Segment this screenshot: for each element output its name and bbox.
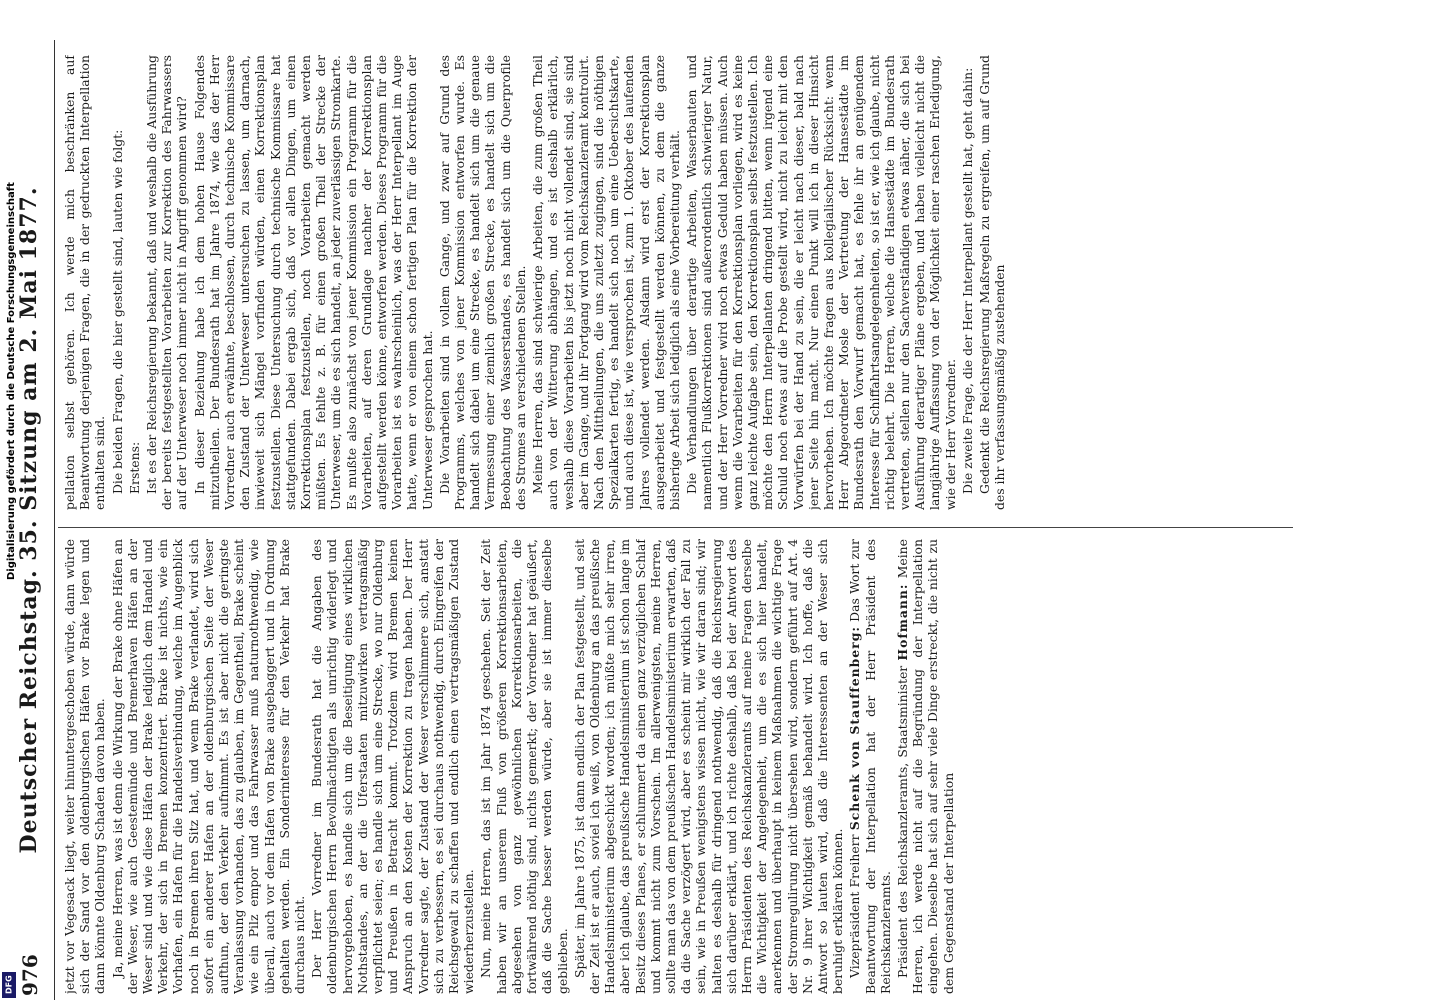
paragraph: Meine Herren, das sind schwierige Arbeiten, die zum großen Theil auch von der Witterung abhängen, und es ist deshalb erklärlich, weshalb diese Vorarbeiten bis jetzt noch nicht vollendet sind, sie sind aber im Gange, und ihr Fortgang wird vom Reichskanzleramt kontrolirt. Nach den Mittheilungen, die uns zuletzt zugingen, sind die nöthigen Spezialkarten fertig, es handelt sich noch um eine Uebersichtskarte, und auch diese ist, wie versprochen ist, zum 1. Oktober des laufenden Jahres vollendet werden. Alsdann wird erst der Korrektionsplan ausgearbeitet und festgestellt werden können, zu dem die ganze bisherige Arbeit sich lediglich als eine Vorbereitung verhält. — [530, 55, 682, 510]
paragraph: Die beiden Fragen, die hier gestellt sind, lauten wie folgt: — [109, 129, 125, 494]
dfg-logo: DFG — [2, 972, 16, 998]
speaker-remark — [895, 539, 956, 994]
vp-text: Das Wort zur Beantwortung der Interpellation hat der Herr Präsident des Reichskanzleramts. — [847, 539, 893, 994]
paragraph: Nun, meine Herren, das ist im Jahr 1874 geschehen. Seit der Zeit haben wir an unserem Fluß von größeren Korrektionsarbeiten, abgesehen von ganz gewöhnlichen Korrektionsarbeiten, die fortwährend nöthig sind, nichts gemerkt; der Vorredner hat geäußert, daß die Sache besser werden würde, aber sie ist immer dieselbe geblieben. — [478, 539, 570, 994]
second-question-label: Die zweite Frage, die der Herr Interpellant gestellt hat, geht dahin: — [959, 67, 975, 494]
question-label: Erstens: — [126, 441, 142, 494]
column-divider — [58, 527, 1293, 528]
paragraph: Die Verhandlungen über derartige Arbeiten, Wasserbauten und namentlich Flußkorrektionen sind außerordentlich schwieriger Natur, und der Herr Vorredner wird noch etwas Geduld haben müssen. Auch wenn die Vorarbeiten für den Korrektionsplan vorliegen, wird es keine ganz leichte Aufgabe sein, den Korrektionsplan selbst festzustellen. Ich möchte den Herrn Interpellanten dringend bitten, wenn irgend eine Schuld noch etwas auf die Probe gestellt wird, nicht zu leicht mit den Vorwürfen bei der Hand zu sein, die er leicht nach dieser, bald nach jener Seite hin macht. Nur einen Punkt will ich in dieser Hinsicht hervorheben. Ich möchte fragen aus kollegialischer Rücksicht: wenn Herr Abgeordneter Mosle der Vertretung der Hansestädte im Bundesrath den Vorwurf gemacht hat, es fehle ihr an genügendem Interesse für Schiffahrtsangelegenheiten, so ist er, wie ich glaube, nicht richtig belehrt. Die Herren, welche die Hansestädte im Bundesrath vertreten, stellen nur den Sachverständigen etwas näher, die sich bei Ausführung derartiger Pläne ergeben, und haben vielleicht nicht die langjährige Auffassung von der Möglichkeit einer raschen Erledigung, wie der Herr Vorredner. — [684, 55, 958, 510]
vp-name: Schenk von Stauffenberg: — [847, 626, 863, 831]
paragraph: Die Vorarbeiten sind in vollem Gange, und zwar auf Grund des Programms, welches von jener Kommission entworfen wurde. Es handelt sich dabei um eine Strecke, es handelt sich um die genaue Vermessung einer ziemlich großen Strecke, es handelt sich um die Beobachtung des Wasserstandes, es handelt sich um die Querprofile des Stromes an verschiedenen Stellen. — [436, 55, 528, 510]
paragraph: jetzt vor Vegesack liegt, weiter hinuntergeschoben würde, dann würde sich der Sand vor den oldenburgischen Häfen vor Brake legen und dann könnte Oldenburg Schaden davon haben. — [62, 539, 108, 994]
paragraph: pellation selbst gehören. Ich werde mich beschränken auf Beantwortung derjenigen Fragen, die in der gedruckten Interpellation enthalten sind. — [62, 55, 108, 510]
question-text: Ist es der Reichsregierung bekannt, daß und weshalb die Ausführung der bereits festgestellten Vorarbeiten zur Korrektion des Fahrwassers auf der Unterweser noch immer nicht in Angriff genommen wird? — [144, 55, 190, 510]
paragraph: Der Herr Vorredner im Bundesrath hat die Angaben des oldenburgischen Herrn Bevollmächtigten als unrichtig widerlegt und hervorgehoben, es handle sich um die Beseitigung eines wirklichen Nothstandes, an der die Uferstaaten mitzuwirken vertragsmäßig verpflichtet seien; es handle sich um eine Strecke, wo nur Oldenburg und Preußen in Betracht kommt. Trotzdem wird Bremen keinen Anspruch an den Kosten der Korrektion zu tragen haben. Der Herr Vorredner sagte, der Zustand der Weser verschlimmere sich, anstatt sich zu verbessern, es sei durchaus nothwendig, durch Eingreifen der Reichsgewalt zu schaffen und endlich einen vertragsmäßigen Zustand wiederherzustellen. — [309, 539, 477, 994]
left-column — [62, 539, 1287, 994]
speaker-text: Meine Herren, ich werde nicht auf die Begründung der Interpellation eingehen. Dieselbe hat sich auf sehr viele Dinge erstreckt, die nicht zu dem Gegenstand der Interpellation — [894, 539, 956, 994]
right-column — [62, 55, 1287, 510]
vp-intro: Vizepräsident Freiherr — [847, 834, 863, 978]
paragraph: Später, im Jahre 1875, ist dann endlich der Plan festgestellt, und seit der Zeit ist er auch, soviel ich weiß, von Oldenburg an das preußische Handelsministerium abgeschickt worden; ich müßte mich sehr irren, aber ich glaube, das preußische Handelsministerium ist schon lange im Besitz dieses Planes, er schlummert da einen ganz verzüglichen Schlaf und kommt nicht zum Vorschein. Im allerwenigsten, meine Herren, sollte man das von dem preußischen Handelsministerium erwarten, daß da die Sache verzögert wird, aber es scheint mir wirklich der Fall zu sein, wie in Preußen wenigstens wissen nicht, wie wir daran sind; wir halten es deshalb für dringend nothwendig, daß die Reichsregierung sich darüber erklärt, und ich richte deshalb, daß bei der Antwort des Herrn Präsidenten des Reichskanzleramts auf meine Fragen derselbe die Wichtigkeit der Angelegenheit, um die es sich hier handelt, anerkennen und überhaupt in keinem Maßnahmen die wichtige Frage der Stromregulirung nicht übersehen wird, sondern geführt auf Art. 4 Nr. 9 ihrer Wichtigkeit gemäß behandelt wird. Ich hoffe, daß die Antwort so lauten wird, daß die Interessenten an der Weser sich beruhigt erklären können. — [571, 539, 846, 994]
newspaper-page — [10, 40, 1300, 1000]
paragraph: Ja, meine Herren, was ist denn die Wirkung der Brake ohne Häfen an der Weser, wie auch Geestemünde und Bremerhaven Häfen an der Weser sind und wie diese Häfen der Brake lediglich dem Handel und Verkehr, der sich in Bremen konzentriert. Brake ist nichts, wie ein Vorhafen, ein Hafen für die Handelsverbindung, welche im Augenblick noch in Bremen ihren Sitz hat, und wenn Brake verlandet, wird sich sofort ein anderer Hafen an der oldenburgischen Seite der Weser aufthun, der den Verkehr aufnimmt. Es ist aber nicht die geringste Veranlassung vorhanden, das zu glauben, im Gegentheil, Brake scheint wie ein Pilz empor und das Fahrwasser muß naturnothwendig, wie überall, auch vor dem Hafen von Brake ausgebaggert und in Ordnung gehalten werden. Ein Sonderinteresse für den Verkehr hat Brake durchaus nicht. — [109, 539, 308, 994]
page-title: Deutscher Reichstag. 35. Sitzung am 2. Mai 1877. — [16, 186, 42, 854]
speaker-name: Hofmann: — [894, 583, 910, 661]
second-question-text: Gedenkt die Reichsregierung Maßregeln zu ergreifen, um auf Grund des ihr verfassungsmäßig zustehenden — [976, 55, 1008, 510]
paragraph: In dieser Beziehung habe ich dem hohen Hause Folgendes mitzutheilen. Der Bundesrath hat im Jahre 1874, wie das der Herr Vorredner auch erwähnte, beschlossen, durch technische Kommissare den Zustand der Unterweser untersuchen zu lassen, um darnach, inwieweit sich Mängel vorfinden würden, einen Korrektionsplan festzustellen. Diese Untersuchung durch technische Kommissare hat stattgefunden. Dabei ergab sich, daß vor allen Dingen, um einen Korrektionsplan festzustellen, noch Vorarbeiten gemacht werden müßten. Es fehlte z. B. für einen großen Theil der Strecke der Unterweser, um die es sich handelt, an jeder zuverlässigen Stromkarte. Es mußte also zunächst von jener Kommission ein Programm für die Vorarbeiten, auf deren Grundlage nachher der Korrektionsplan aufgestellt werden könne, entworfen werden. Dieses Programm für die Vorarbeiten ist es wahrscheinlich, was der Herr Interpellant im Auge hatte, wenn er von einem schon fertigen Plan für die Korrektion der Unterweser gesprochen hat. — [191, 55, 435, 510]
vice-president-remark — [847, 539, 893, 994]
digitization-note: Digitalisierung gefördert durch die Deutsche Forschungsgemeinschaft — [6, 182, 17, 580]
page-number: 976 — [18, 954, 42, 996]
speaker-intro: Präsident des Reichskanzleramts, Staatsminister — [894, 665, 910, 978]
